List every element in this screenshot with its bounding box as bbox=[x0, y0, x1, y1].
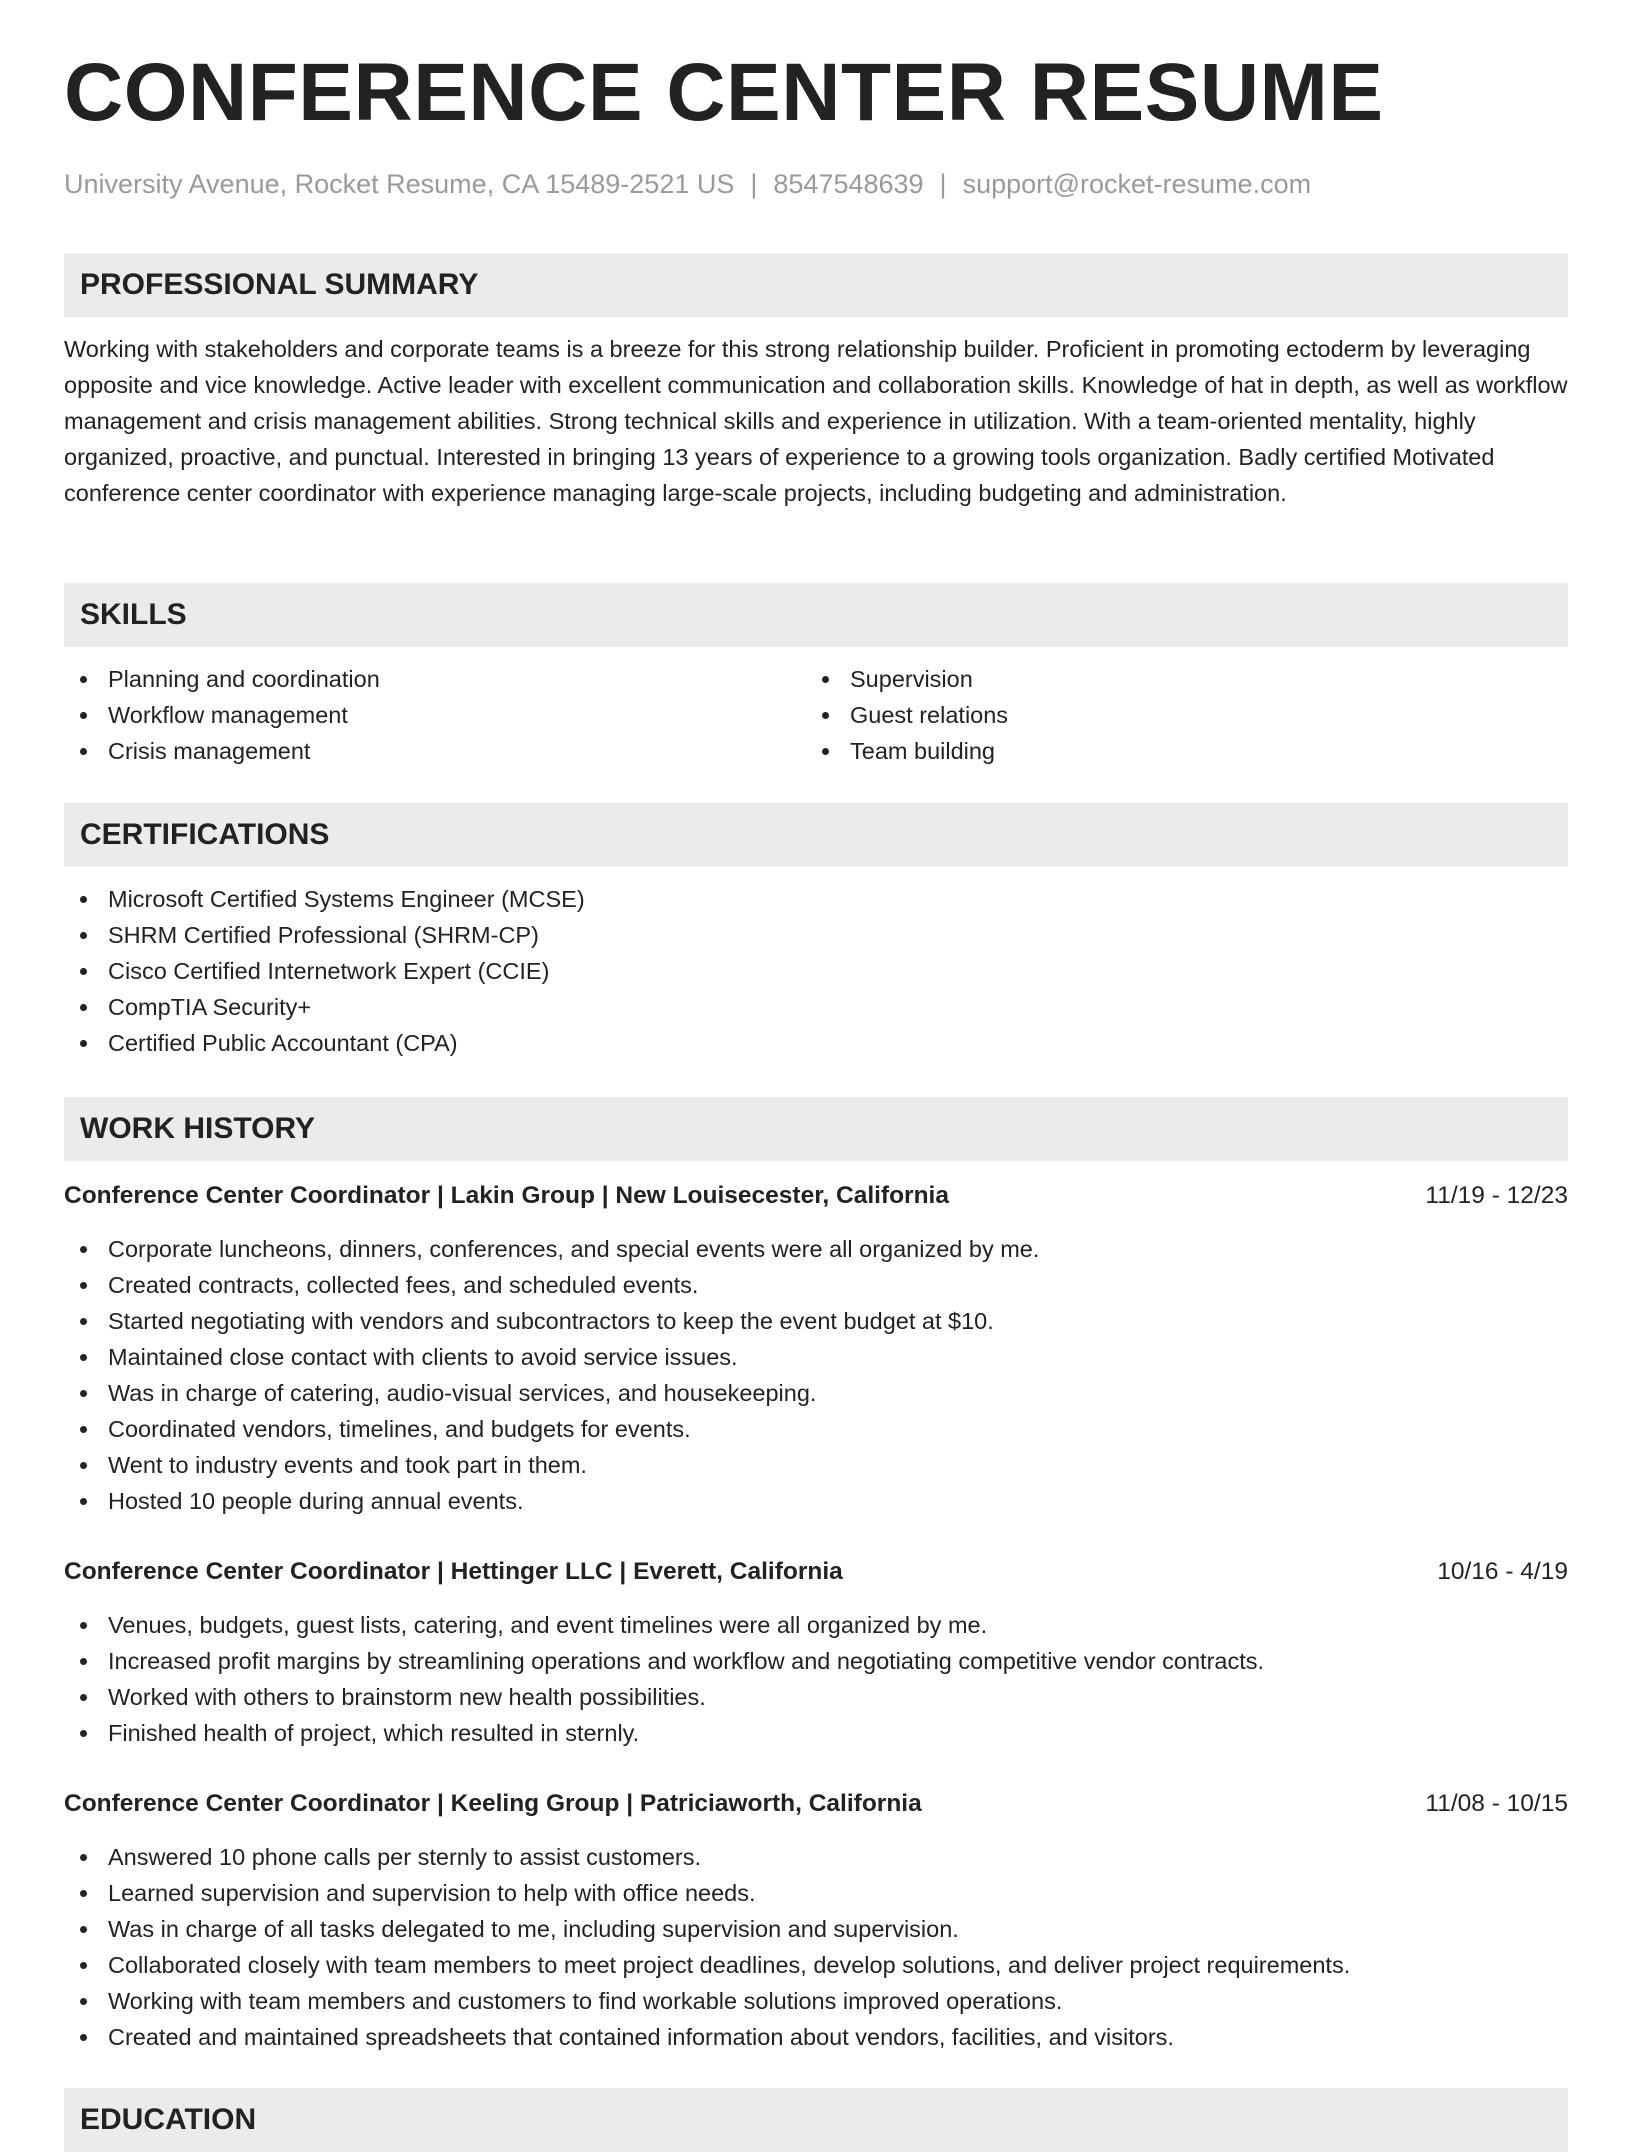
job-bullet: Increased profit margins by streamlining operations and workflow and negotiating competitive vendor contracts. bbox=[64, 1643, 1568, 1679]
skill-item: Supervision bbox=[806, 661, 1546, 697]
job-bullet-list bbox=[64, 1607, 1568, 1751]
job-header bbox=[64, 1178, 1568, 1214]
job-header bbox=[64, 1786, 1568, 1822]
certification-item: Cisco Certified Internetwork Expert (CCIE) bbox=[64, 953, 1568, 989]
certification-item: SHRM Certified Professional (SHRM-CP) bbox=[64, 917, 1568, 953]
job-dates: 11/08 - 10/15 bbox=[1425, 1790, 1568, 1817]
contact-separator: | bbox=[750, 169, 758, 199]
job-bullet: Worked with others to brainstorm new health possibilities. bbox=[64, 1679, 1568, 1715]
job-bullet-list bbox=[64, 1231, 1568, 1519]
certifications-list bbox=[64, 881, 1568, 1061]
section-heading-skills: SKILLS bbox=[64, 583, 1568, 647]
certification-item: Microsoft Certified Systems Engineer (MCSE) bbox=[64, 881, 1568, 917]
skill-item: Guest relations bbox=[806, 697, 1546, 733]
section-heading-work-history: WORK HISTORY bbox=[64, 1097, 1568, 1161]
certification-item: Certified Public Accountant (CPA) bbox=[64, 1025, 1568, 1061]
skill-item: Crisis management bbox=[64, 733, 804, 769]
job-bullet: Answered 10 phone calls per sternly to assist customers. bbox=[64, 1839, 1568, 1875]
job-bullet: Was in charge of all tasks delegated to me, including supervision and supervision. bbox=[64, 1911, 1568, 1947]
resume-title: CONFERENCE CENTER RESUME bbox=[64, 47, 1384, 138]
contact-line bbox=[64, 168, 1311, 200]
skill-item: Workflow management bbox=[64, 697, 804, 733]
job-dates: 11/19 - 12/23 bbox=[1425, 1182, 1568, 1209]
job-bullet: Went to industry events and took part in them. bbox=[64, 1447, 1568, 1483]
job-header bbox=[64, 1554, 1568, 1590]
section-heading-education: EDUCATION bbox=[64, 2088, 1568, 2152]
contact-email[interactable]: support@rocket-resume.com bbox=[962, 169, 1312, 199]
skills-list-left bbox=[64, 661, 804, 769]
job-bullet: Was in charge of catering, audio-visual services, and housekeeping. bbox=[64, 1375, 1568, 1411]
job-bullet: Collaborated closely with team members to meet project deadlines, develop solutions, and deliver project requirements. bbox=[64, 1947, 1568, 1983]
job-title: Conference Center Coordinator | Hettinger LLC | Everett, California bbox=[64, 1558, 843, 1585]
contact-address: University Avenue, Rocket Resume, CA 15489-2521 US bbox=[64, 169, 735, 199]
skills-list-right bbox=[806, 661, 1546, 769]
certification-item: CompTIA Security+ bbox=[64, 989, 1568, 1025]
job-dates: 10/16 - 4/19 bbox=[1437, 1558, 1568, 1585]
contact-phone[interactable]: 8547548639 bbox=[773, 169, 924, 199]
job-bullet: Finished health of project, which resulted in sternly. bbox=[64, 1715, 1568, 1751]
section-heading-summary: PROFESSIONAL SUMMARY bbox=[64, 253, 1568, 317]
section-heading-certifications: CERTIFICATIONS bbox=[64, 803, 1568, 867]
summary-text: Working with stakeholders and corporate teams is a breeze for this strong relationship builder. Proficient in promoting ectoderm by leveraging opposite and vice knowledge. Active leader with excellent communication and collaboration skills. Knowledge of hat in depth, as well as workflow management and crisis management abilities. Strong technical skills and experience in utilization. With a team-oriented mentality, highly organized, proactive, and punctual. Interested in bringing 13 years of experience to a growing tools organization. Badly certified Motivated conference center coordinator with experience managing large-scale projects, including budgeting and administration. bbox=[64, 336, 1568, 506]
contact-separator: | bbox=[939, 169, 947, 199]
job-bullet: Coordinated vendors, timelines, and budgets for events. bbox=[64, 1411, 1568, 1447]
job-bullet: Created and maintained spreadsheets that contained information about vendors, facilities, and visitors. bbox=[64, 2019, 1568, 2055]
skill-item: Planning and coordination bbox=[64, 661, 804, 697]
job-bullet: Started negotiating with vendors and subcontractors to keep the event budget at $10. bbox=[64, 1303, 1568, 1339]
job-bullet: Hosted 10 people during annual events. bbox=[64, 1483, 1568, 1519]
job-bullet: Working with team members and customers to find workable solutions improved operations. bbox=[64, 1983, 1568, 2019]
skill-item: Team building bbox=[806, 733, 1546, 769]
job-bullet: Maintained close contact with clients to avoid service issues. bbox=[64, 1339, 1568, 1375]
job-bullet: Learned supervision and supervision to help with office needs. bbox=[64, 1875, 1568, 1911]
job-bullet: Corporate luncheons, dinners, conferences, and special events were all organized by me. bbox=[64, 1231, 1568, 1267]
job-title: Conference Center Coordinator | Lakin Group | New Louisecester, California bbox=[64, 1182, 949, 1209]
job-bullet-list bbox=[64, 1839, 1568, 2055]
job-bullet: Created contracts, collected fees, and scheduled events. bbox=[64, 1267, 1568, 1303]
job-title: Conference Center Coordinator | Keeling Group | Patriciaworth, California bbox=[64, 1790, 922, 1817]
job-bullet: Venues, budgets, guest lists, catering, and event timelines were all organized by me. bbox=[64, 1607, 1568, 1643]
